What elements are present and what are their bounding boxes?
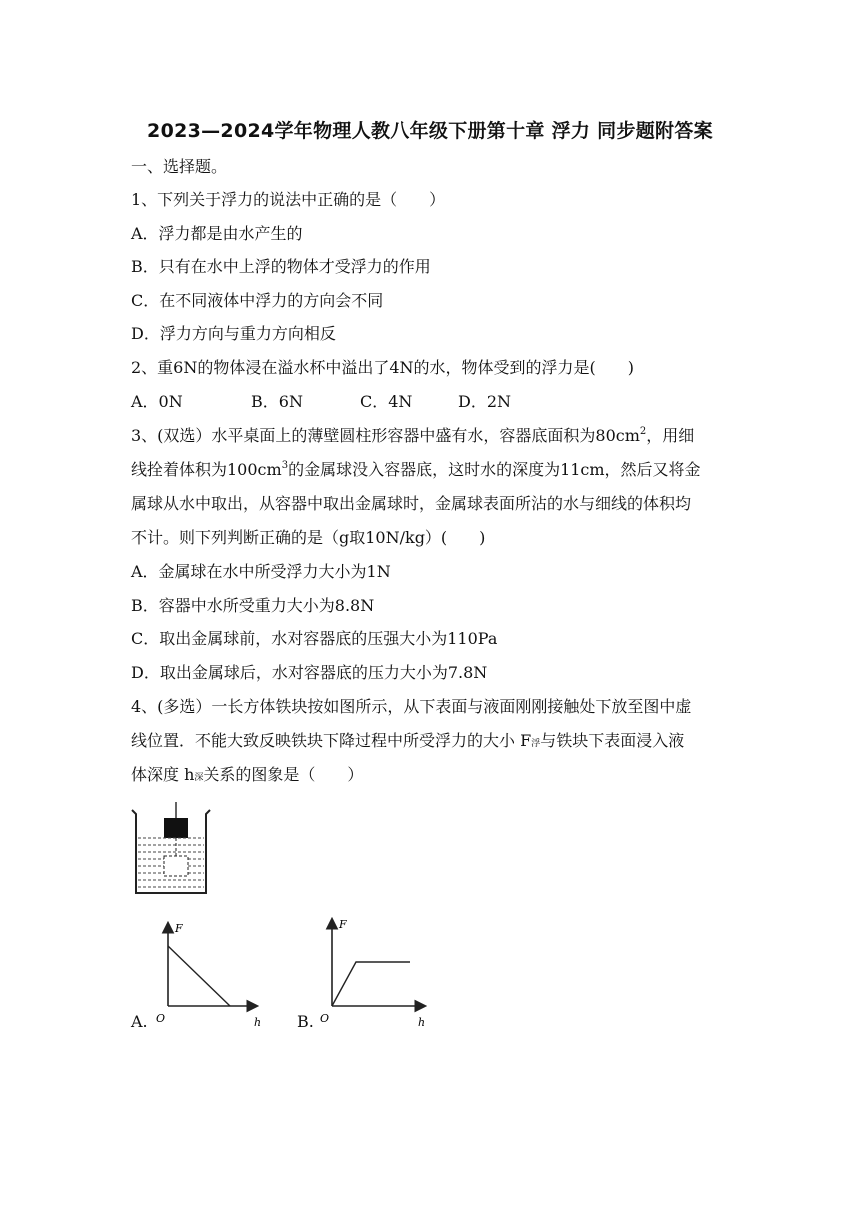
q4-stem-line3: 体深度 h深关系的图象是（ ） (131, 765, 364, 784)
q4-stem-line1: 4、(多选）一长方体铁块按如图所示，从下表面与液面刚刚接触处下放至图中虚 (131, 697, 692, 716)
q3-option-d: D．取出金属球后，水对容器底的压力大小为7.8N (131, 663, 488, 682)
graph-b (314, 914, 434, 1034)
q2-stem: 2、重6N的物体浸在溢水杯中溢出了4N的水，物体受到的浮力是( ) (131, 358, 635, 377)
q3-option-b: B．容器中水所受重力大小为8.8N (131, 596, 375, 615)
q4-option-a-label: A. (131, 1012, 148, 1031)
iron-block (164, 818, 188, 838)
q4-option-b-label: B. (297, 1012, 314, 1031)
q3-stem-line4: 不计。则下列判断正确的是（g取10N/kg）( ) (131, 528, 486, 547)
q4-stem-line2: 线位置．不能大致反映铁块下降过程中所受浮力的大小 F浮与铁块下表面浸入液 (131, 731, 685, 750)
q2-option-b: B．6N (251, 392, 303, 411)
section-heading: 一、选择题。 (131, 157, 228, 176)
graph-b-line (332, 962, 410, 1006)
q1-option-d: D．浮力方向与重力方向相反 (131, 324, 336, 343)
q1-option-c: C．在不同液体中浮力的方向会不同 (131, 291, 384, 310)
graph-a-origin-label: O (156, 1012, 166, 1025)
graph-a-line (168, 946, 230, 1006)
graph-b-origin-label: O (320, 1012, 330, 1025)
beaker-figure (128, 800, 212, 898)
q3-stem-line1: 3、(双选）水平桌面上的薄壁圆柱形容器中盛有水，容器底面积为$80cm^2$，用细 (131, 426, 695, 445)
q1-stem: 1、下列关于浮力的说法中正确的是（ ） (131, 190, 446, 209)
q3-option-a: A．金属球在水中所受浮力大小为1N (131, 562, 391, 581)
q3-option-c: C．取出金属球前，水对容器底的压强大小为110Pa (131, 629, 498, 648)
q3-stem-line3: 属球从水中取出，从容器中取出金属球时，金属球表面所沾的水与细线的体积均 (131, 494, 692, 513)
graph-b-h-label: h (418, 1016, 426, 1029)
graph-a (150, 918, 270, 1033)
q2-option-d: D．2N (458, 392, 512, 411)
graph-b-f-label: F (339, 918, 347, 931)
q1-option-b: B．只有在水中上浮的物体才受浮力的作用 (131, 257, 431, 276)
q2-option-c: C．4N (360, 392, 413, 411)
q1-option-a: A．浮力都是由水产生的 (131, 224, 303, 243)
document-title: 2023—2024学年物理人教八年级下册第十章 浮力 同步题附答案 (147, 120, 713, 142)
graph-a-f-label: F (175, 922, 183, 935)
q3-stem-line2: 线拴着体积为$100cm^3$的金属球没入容器底，这时水的深度为11cm，然后又将金 (131, 460, 701, 479)
q2-options (131, 391, 511, 413)
dashed-final-position (164, 856, 188, 876)
graph-a-h-label: h (254, 1016, 262, 1029)
q2-option-a: A．0N (131, 392, 183, 411)
